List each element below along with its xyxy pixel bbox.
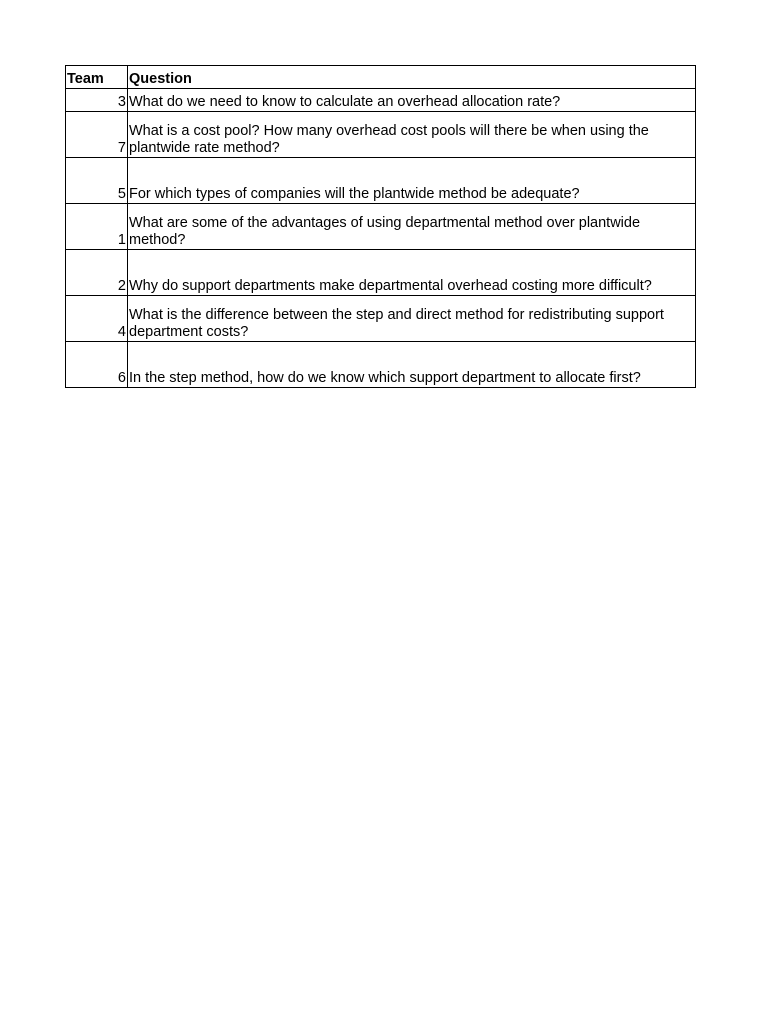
question-cell: What do we need to know to calculate an overhead allocation rate? [128,89,696,112]
team-questions-table [65,65,696,388]
team-number-cell: 7 [66,112,128,158]
table-row [66,112,696,158]
question-column-header: Question [128,66,696,89]
team-number-cell: 3 [66,89,128,112]
team-number-cell: 2 [66,250,128,296]
question-cell: For which types of companies will the plantwide method be adequate? [128,158,696,204]
header-row [66,66,696,89]
team-number-cell: 5 [66,158,128,204]
team-number-cell: 4 [66,296,128,342]
question-cell: What are some of the advantages of using departmental method over plantwide method? [128,204,696,250]
question-cell: What is the difference between the step and direct method for redistributing support department costs? [128,296,696,342]
table-row [66,342,696,388]
spreadsheet-page [65,65,695,388]
table-row [66,158,696,204]
team-column-header: Team [66,66,128,89]
team-number-cell: 6 [66,342,128,388]
question-cell: In the step method, how do we know which support department to allocate first? [128,342,696,388]
team-number-cell: 1 [66,204,128,250]
question-cell: What is a cost pool? How many overhead cost pools will there be when using the plantwide rate method? [128,112,696,158]
table-row [66,296,696,342]
table-row [66,89,696,112]
question-cell: Why do support departments make departmental overhead costing more difficult? [128,250,696,296]
table-row [66,204,696,250]
table-row [66,250,696,296]
